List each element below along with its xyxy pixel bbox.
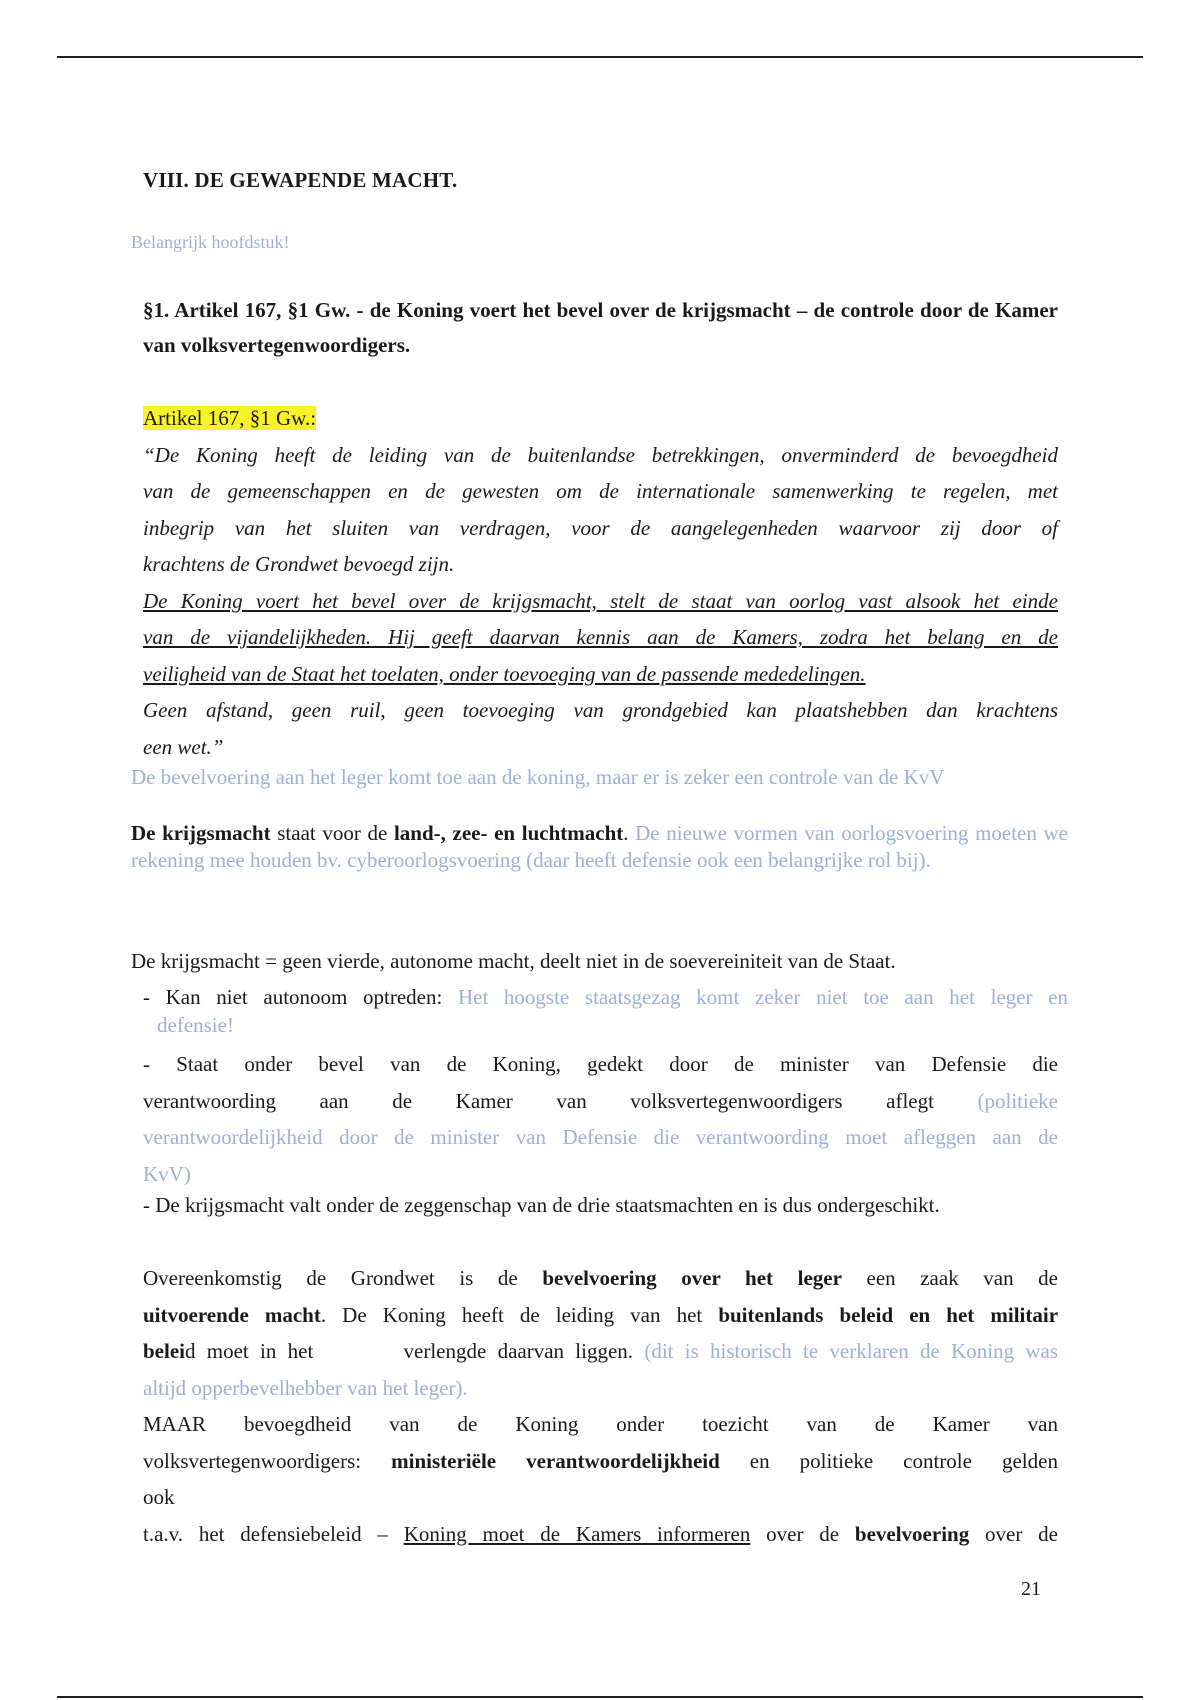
section-title: §1. Artikel 167, §1 Gw. - de Koning voert het bevel over de krijgsmacht – de controle door de Kamer van volksvertegenwoordigers. bbox=[143, 298, 1058, 357]
text-span: d moet in het verlengde daarvan liggen. bbox=[185, 1339, 645, 1363]
bullet-2 bbox=[143, 1046, 1058, 1192]
chapter-title: VIII. DE GEWAPENDE MACHT. bbox=[143, 168, 458, 192]
text-span: belei bbox=[143, 1339, 185, 1363]
bullet-1 bbox=[143, 985, 1068, 1010]
underlined-line: van de vijandelijkheden. Hij geeft daarvan kennis aan de Kamers, zodra het belang en de bbox=[143, 625, 1058, 649]
header-rule bbox=[57, 56, 1143, 58]
quote-line: Geen afstand, geen ruil, geen toevoeging van grondgebied kan plaatshebben dan krachtens bbox=[143, 698, 1058, 722]
text-span: staat voor de bbox=[270, 821, 394, 845]
note-span: (dit is historisch te verklaren de Koning was bbox=[644, 1339, 1059, 1363]
bullet-note: verantwoordelijkheid door de minister van Defensie die verantwoording moet afleggen aan de bbox=[143, 1125, 1058, 1149]
bullet-note: KvV) bbox=[143, 1161, 191, 1186]
quote-line: krachtens de Grondwet bevoegd zijn. bbox=[143, 552, 455, 576]
krijgsmacht-note: De nieuwe vormen van oorlogsvoering moeten we rekening mee houden bv. cyberoorlogsvoering (daar heeft defensie ook een belangrijke rol bij). bbox=[131, 821, 1068, 872]
note-span: altijd opperbevelhebber van het leger). bbox=[143, 1375, 468, 1400]
underlined-line: veiligheid van de Staat het toelaten, onder toevoeging van de passende mededelingen. bbox=[143, 661, 866, 686]
bullet-text: - Kan niet autonoom optreden: bbox=[143, 985, 458, 1009]
quote-line: een wet.” bbox=[143, 734, 224, 759]
text-span: . De Koning heeft de leiding van het bbox=[320, 1302, 719, 1327]
bullet-line: - Staat onder bevel van de Koning, gedekt door de minister van Defensie die bbox=[143, 1052, 1058, 1076]
definition: De krijgsmacht = geen vierde, autonome macht, deelt niet in de soevereiniteit van de Staat. bbox=[131, 949, 896, 973]
footer-rule bbox=[57, 1696, 1143, 1698]
text-span: een zaak van de bbox=[841, 1266, 1058, 1290]
term-land-zee-lucht: land-, zee- en luchtmacht bbox=[393, 821, 624, 845]
text-span: . bbox=[623, 821, 636, 845]
krijgsmacht-paragraph bbox=[131, 820, 1068, 874]
article-label: Artikel 167, §1 Gw.: bbox=[143, 406, 317, 430]
term-krijgsmacht: De krijgsmacht bbox=[131, 821, 271, 845]
text-span: bevelvoering bbox=[854, 1521, 970, 1546]
article-block bbox=[143, 400, 1058, 765]
bullet-line: verantwoording aan de Kamer van volksvertegenwoordigers aflegt bbox=[143, 1088, 978, 1113]
text-span: uitvoerende macht bbox=[143, 1302, 321, 1327]
text-span: Koning moet de Kamers informeren bbox=[403, 1521, 751, 1546]
closing-paragraph bbox=[143, 1260, 1058, 1552]
text-span: ministeriële verantwoordelijkheid bbox=[391, 1448, 720, 1473]
text-span: en politieke controle gelden bbox=[719, 1448, 1058, 1473]
quote-line: “De Koning heeft de leiding van de buitenlandse betrekkingen, onverminderd de bevoegdheid bbox=[143, 442, 1058, 467]
text-span: over de bbox=[750, 1521, 855, 1546]
bullet-3: - De krijgsmacht valt onder de zeggenschap van de drie staatsmachten en is dus ondergeschikt. bbox=[143, 1193, 940, 1217]
text-span: bevelvoering over het leger bbox=[542, 1266, 842, 1290]
text-span: buitenlands beleid en het militair bbox=[718, 1302, 1059, 1327]
text-span: MAAR bevoegdheid van de Koning onder toezicht van de Kamer van bbox=[143, 1412, 1058, 1436]
chapter-note: Belangrijk hoofdstuk! bbox=[131, 232, 290, 252]
text-span: t.a.v. het defensiebeleid – bbox=[143, 1521, 404, 1546]
comment-bevelvoering: De bevelvoering aan het leger komt toe aan de koning, maar er is zeker een controle van de KvV bbox=[131, 765, 945, 789]
text-span: over de bbox=[969, 1521, 1058, 1546]
quote-line: van de gemeenschappen en de gewesten om de internationale samenwerking te regelen, met bbox=[143, 479, 1058, 503]
underlined-line: De Koning voert het bevel over de krijgsmacht, stelt de staat van oorlog vast alsook het einde bbox=[143, 588, 1058, 613]
text-span: Overeenkomstig de Grondwet is de bbox=[143, 1266, 543, 1290]
text-span: volksvertegenwoordigers: bbox=[143, 1448, 392, 1473]
bullet-1-note-cont: defensie! bbox=[157, 1013, 234, 1037]
bullet-note: Het hoogste staatsgezag komt zeker niet toe aan het leger en bbox=[457, 985, 1068, 1009]
bullet-note: (politieke bbox=[977, 1088, 1058, 1113]
text-span: ook bbox=[143, 1485, 175, 1509]
quote-line: inbegrip van het sluiten van verdragen, voor de aangelegenheden waarvoor zij door of bbox=[143, 515, 1058, 540]
page-number: 21 bbox=[1021, 1578, 1041, 1600]
